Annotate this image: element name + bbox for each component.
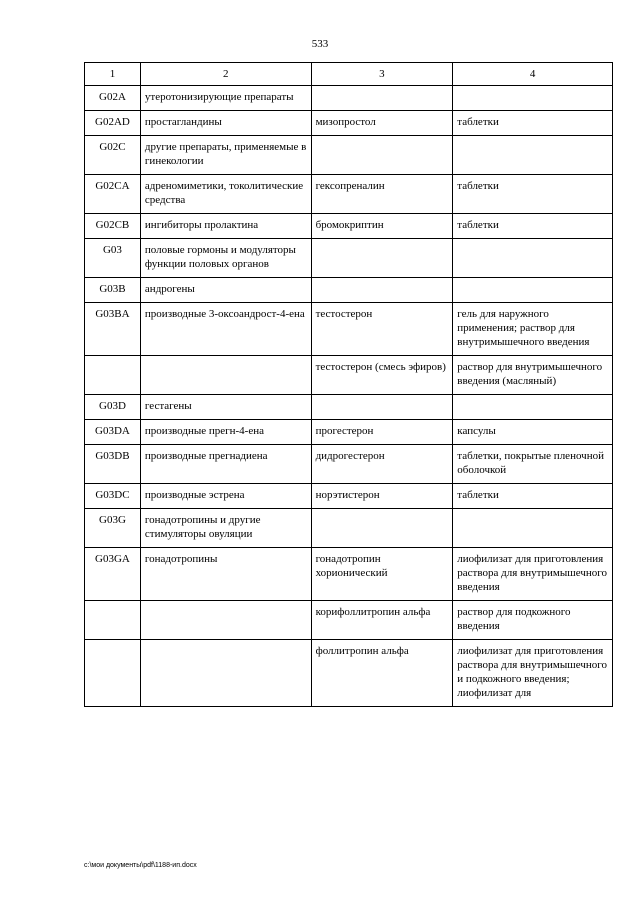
drug-name: бромокриптин (311, 214, 453, 239)
drug-name (311, 136, 453, 175)
drug-name: тестостерон (смесь эфиров) (311, 356, 453, 395)
drug-name (311, 278, 453, 303)
group-name: ингибиторы пролактина (140, 214, 311, 239)
dosage-form (453, 239, 613, 278)
dosage-form (453, 509, 613, 548)
group-name: гестагены (140, 395, 311, 420)
group-name: андрогены (140, 278, 311, 303)
group-name: адреномиметики, токолитические средства (140, 175, 311, 214)
drug-name (311, 239, 453, 278)
atc-code: G02AD (85, 111, 141, 136)
atc-code: G02C (85, 136, 141, 175)
dosage-form (453, 136, 613, 175)
column-header-1: 1 (85, 63, 141, 86)
drug-table (84, 62, 613, 707)
group-name: производные 3-оксоандрост-4-ена (140, 303, 311, 356)
header-row (85, 63, 613, 86)
drug-name: прогестерон (311, 420, 453, 445)
dosage-form: раствор для подкожного введения (453, 601, 613, 640)
drug-name (311, 509, 453, 548)
drug-name: корифоллитропин альфа (311, 601, 453, 640)
group-name (140, 356, 311, 395)
atc-code (85, 356, 141, 395)
column-header-2: 2 (140, 63, 311, 86)
table-row (85, 509, 613, 548)
column-header-3: 3 (311, 63, 453, 86)
atc-code (85, 640, 141, 707)
table-row (85, 548, 613, 601)
atc-code: G03DA (85, 420, 141, 445)
dosage-form: лиофилизат для приготовления раствора для внутримышечного и подкожного введения; лиофилизат для (453, 640, 613, 707)
table-row (85, 214, 613, 239)
dosage-form (453, 395, 613, 420)
table-row (85, 445, 613, 484)
group-name (140, 640, 311, 707)
group-name: простагландины (140, 111, 311, 136)
group-name: производные эстрена (140, 484, 311, 509)
table-row (85, 484, 613, 509)
group-name: производные прегн-4-ена (140, 420, 311, 445)
table-row (85, 356, 613, 395)
atc-code: G03B (85, 278, 141, 303)
atc-code: G02CB (85, 214, 141, 239)
dosage-form: таблетки (453, 175, 613, 214)
dosage-form: таблетки (453, 484, 613, 509)
drug-name: мизопростол (311, 111, 453, 136)
table-row (85, 601, 613, 640)
group-name: утеротонизирующие препараты (140, 86, 311, 111)
atc-code: G03DB (85, 445, 141, 484)
table-row (85, 136, 613, 175)
dosage-form: таблетки, покрытые пленочной оболочкой (453, 445, 613, 484)
atc-code (85, 601, 141, 640)
table-row (85, 239, 613, 278)
group-name (140, 601, 311, 640)
dosage-form: лиофилизат для приготовления раствора для внутримышечного введения (453, 548, 613, 601)
drug-name: норэтистерон (311, 484, 453, 509)
atc-code: G03 (85, 239, 141, 278)
dosage-form (453, 278, 613, 303)
drug-name: дидрогестерон (311, 445, 453, 484)
atc-code: G02CA (85, 175, 141, 214)
dosage-form (453, 86, 613, 111)
dosage-form: таблетки (453, 214, 613, 239)
table-row (85, 395, 613, 420)
group-name: другие препараты, применяемые в гинекологии (140, 136, 311, 175)
dosage-form: таблетки (453, 111, 613, 136)
atc-code: G03DC (85, 484, 141, 509)
table-row (85, 420, 613, 445)
table-row (85, 86, 613, 111)
drug-name: фоллитропин альфа (311, 640, 453, 707)
file-path-footer: c:\мои документы\pdf\1188-ип.docx (84, 862, 197, 869)
drug-name: гексопреналин (311, 175, 453, 214)
table-row (85, 640, 613, 707)
group-name: производные прегнадиена (140, 445, 311, 484)
page-number: 533 (311, 38, 329, 50)
table-row (85, 111, 613, 136)
drug-name (311, 395, 453, 420)
dosage-form: гель для наружного применения; раствор для внутримышечного введения (453, 303, 613, 356)
drug-name: тестостерон (311, 303, 453, 356)
atc-code: G03D (85, 395, 141, 420)
table-row (85, 303, 613, 356)
atc-code: G02A (85, 86, 141, 111)
group-name: половые гормоны и модуляторы функции половых органов (140, 239, 311, 278)
dosage-form: капсулы (453, 420, 613, 445)
atc-code: G03BA (85, 303, 141, 356)
group-name: гонадотропины и другие стимуляторы овуляции (140, 509, 311, 548)
table-row (85, 175, 613, 214)
group-name: гонадотропины (140, 548, 311, 601)
drug-name: гонадотропин хорионический (311, 548, 453, 601)
table-row (85, 278, 613, 303)
dosage-form: раствор для внутримышечного введения (масляный) (453, 356, 613, 395)
column-header-4: 4 (453, 63, 613, 86)
atc-code: G03G (85, 509, 141, 548)
atc-code: G03GA (85, 548, 141, 601)
drug-name (311, 86, 453, 111)
